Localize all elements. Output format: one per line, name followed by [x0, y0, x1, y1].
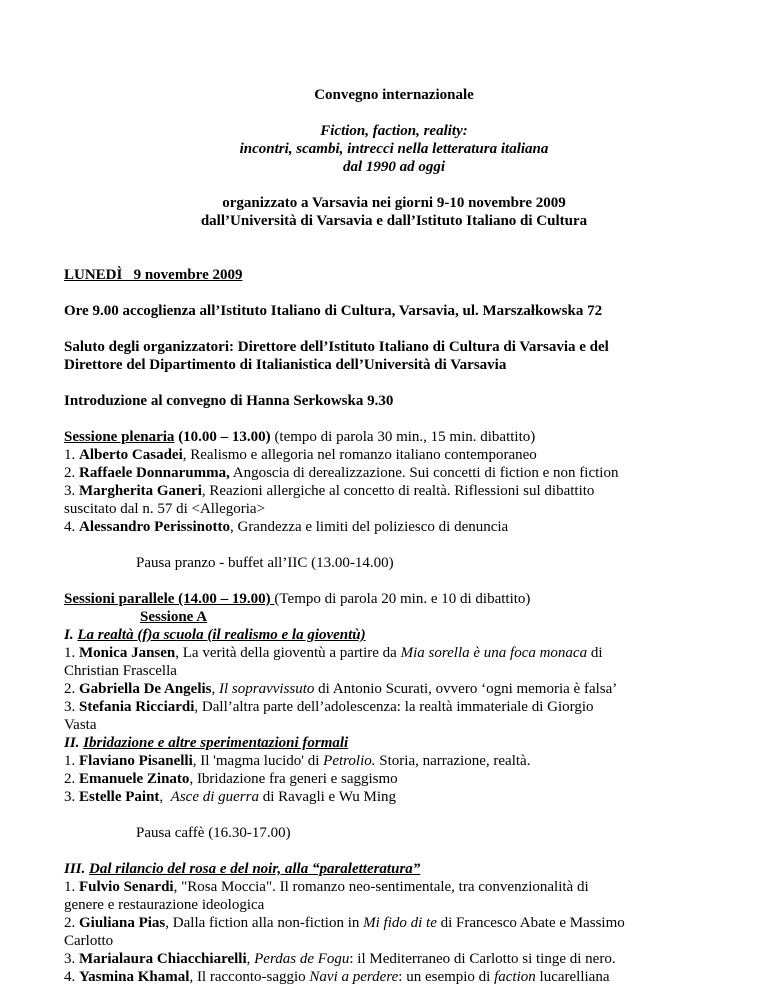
section-1-talk-1: 1. Monica Jansen, La verità della gioventù a partire da Mia sorella è una foca monaca di — [64, 645, 603, 661]
section-1-talk-1-continuation: Christian Frascella — [64, 663, 177, 679]
conference-label: Convegno internazionale — [314, 87, 474, 103]
plenary-talk: 2. Raffaele Donnarumma, Angoscia di derealizzazione. Sui concetti di fiction e non fiction — [64, 465, 619, 481]
talk-author: Alessandro Perissinotto — [79, 519, 230, 535]
talk-author: Raffaele Donnarumma, — [79, 465, 230, 481]
greeting-line-1: Saluto degli organizzatori: Direttore dell’Istituto Italiano di Cultura di Varsavia e del — [64, 339, 609, 355]
organizer-line-2: dall’Università di Varsavia e dall’Istituto Italiano di Cultura — [200, 213, 588, 229]
day-heading: LUNEDÌ 9 novembre 2009 — [64, 267, 243, 283]
lunch-break: Pausa pranzo - buffet all’IIC (13.00-14.00) — [136, 555, 394, 571]
section-3-talk-3: 3. Marialaura Chiacchiarelli, Perdas de Fogu: il Mediterraneo di Carlotto si tinge di nero. — [64, 951, 616, 967]
section-3-heading: III. Dal rilancio del rosa e del noir, alla “paraletteratura” — [64, 861, 421, 877]
section-3-talk-2-continuation: Carlotto — [64, 933, 114, 949]
greeting-line-2: Direttore del Dipartimento di Italianistica dell’Università di Varsavia — [64, 357, 507, 373]
program-content — [64, 86, 724, 986]
plenary-talk: 4. Alessandro Perissinotto, Grandezza e limiti del poliziesco di denuncia — [64, 519, 509, 535]
plenary-time: (10.00 – 13.00) — [178, 429, 271, 445]
section-1-talk-2: 2. Gabriella De Angelis, Il sopravvissuto di Antonio Scurati, ovvero ‘ogni memoria è falsa’ — [64, 681, 618, 697]
section-1-talk-3-continuation: Vasta — [64, 717, 97, 733]
talk-title: Grandezza e limiti del poliziesco di denuncia — [237, 519, 509, 535]
plenary-heading — [64, 428, 724, 446]
parallel-heading — [64, 590, 724, 608]
plenary-label: Sessione plenaria — [64, 429, 175, 445]
conference-title-line-1: Fiction, faction, reality: — [320, 123, 468, 139]
section-2-talk-1: 1. Flaviano Pisanelli, Il 'magma lucido' di Petrolio. Storia, narrazione, realtà. — [64, 753, 531, 769]
coffee-break: Pausa caffè (16.30-17.00) — [136, 825, 291, 841]
section-2-heading: II. Ibridazione e altre sperimentazioni formali — [64, 735, 349, 751]
introduction-line: Introduzione al convegno di Hanna Serkowska 9.30 — [64, 393, 394, 409]
parallel-note: (Tempo di parola 20 min. e 10 di dibattito) — [274, 591, 531, 607]
welcome-line: Ore 9.00 accoglienza all’Istituto Italiano di Cultura, Varsavia, ul. Marszałkowska 72 — [64, 303, 603, 319]
talk-title: Reazioni allergiche al concetto di realtà. Riflessioni sul dibattito — [209, 483, 595, 499]
talk-author: Alberto Casadei — [79, 447, 183, 463]
section-3-talk-4: 4. Yasmina Khamal, Il racconto-saggio Navi a perdere: un esempio di faction lucarelliana — [64, 969, 610, 985]
organizer-line-1: organizzato a Varsavia nei giorni 9-10 novembre 2009 — [222, 195, 566, 211]
plenary-talk: 1. Alberto Casadei, Realismo e allegoria nel romanzo italiano contemporaneo — [64, 447, 537, 463]
talk-author: Margherita Ganeri — [79, 483, 202, 499]
talk-title: Angoscia di derealizzazione. Sui concetti di fiction e non fiction — [232, 465, 619, 481]
section-2-talk-3: 3. Estelle Paint, Asce di guerra di Ravagli e Wu Ming — [64, 789, 397, 805]
parallel-label: Sessioni parallele (14.00 – 19.00) — [64, 591, 275, 607]
plenary-talk-continuation: suscitato dal n. 57 di <Allegoria> — [64, 501, 266, 517]
plenary-talk: 3. Margherita Ganeri, Reazioni allergiche al concetto di realtà. Riflessioni sul dibattito — [64, 483, 595, 499]
section-1-heading: I. La realtà (f)a scuola (il realismo e la gioventù) — [64, 627, 366, 643]
section-3-talk-1: 1. Fulvio Senardi, "Rosa Moccia". Il romanzo neo-sentimentale, tra convenzionalità di — [64, 879, 589, 895]
section-3-talk-2: 2. Giuliana Pias, Dalla fiction alla non-fiction in Mi fido di te di Francesco Abate e Massimo — [64, 915, 625, 931]
plenary-note: (tempo di parola 30 min., 15 min. dibattito) — [270, 429, 536, 445]
section-1-talk-3: 3. Stefania Ricciardi, Dall’altra parte dell’adolescenza: la realtà immateriale di Giorgio — [64, 699, 594, 715]
conference-title-line-2: incontri, scambi, intrecci nella letteratura italiana — [239, 141, 549, 157]
session-a-heading: Sessione A — [140, 609, 208, 625]
section-2-talk-2: 2. Emanuele Zinato, Ibridazione fra generi e saggismo — [64, 771, 398, 787]
conference-title-line-3: dal 1990 ad oggi — [342, 159, 446, 175]
section-3-talk-1-continuation: genere e restaurazione ideologica — [64, 897, 265, 913]
talk-title: Realismo e allegoria nel romanzo italiano contemporaneo — [190, 447, 537, 463]
